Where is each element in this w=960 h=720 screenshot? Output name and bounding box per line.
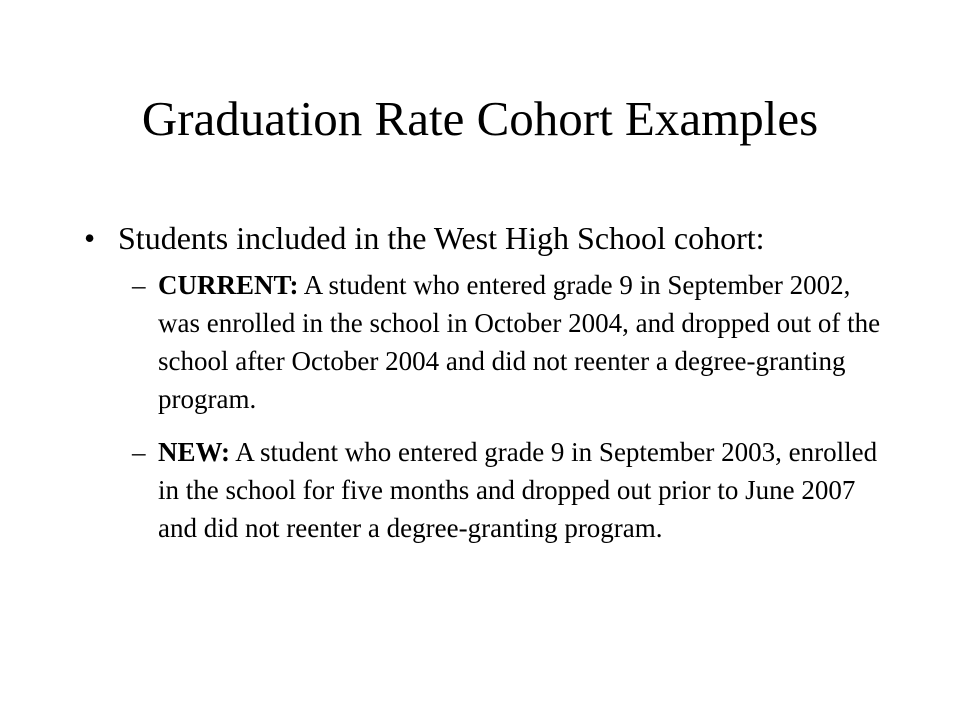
bullet-text: Students included in the West High School cohort:: [118, 220, 765, 256]
sub-item-new: [132, 433, 892, 547]
sub-item-label: NEW:: [158, 437, 231, 467]
sub-item-current: [132, 266, 892, 418]
bullet-marker: •: [84, 220, 96, 256]
sub-item-text: [158, 433, 892, 547]
dash-marker: –: [132, 270, 146, 300]
slide-title: Graduation Rate Cohort Examples: [141, 91, 819, 146]
dash-marker: –: [132, 437, 146, 467]
sub-item-text: [158, 266, 892, 418]
sub-item-body: A student who entered grade 9 in September 2003, enrolled in the school for five months and dropped out prior to June 2007 and did not reenter a degree-granting program.: [158, 437, 878, 543]
main-bullet: [84, 218, 904, 258]
sub-item-label: CURRENT:: [158, 270, 299, 300]
sub-item-body: A student who entered grade 9 in September 2002, was enrolled in the school in October 2004, and dropped out of the school after October 2004 and did not reenter a degree-granting program.: [158, 270, 881, 414]
